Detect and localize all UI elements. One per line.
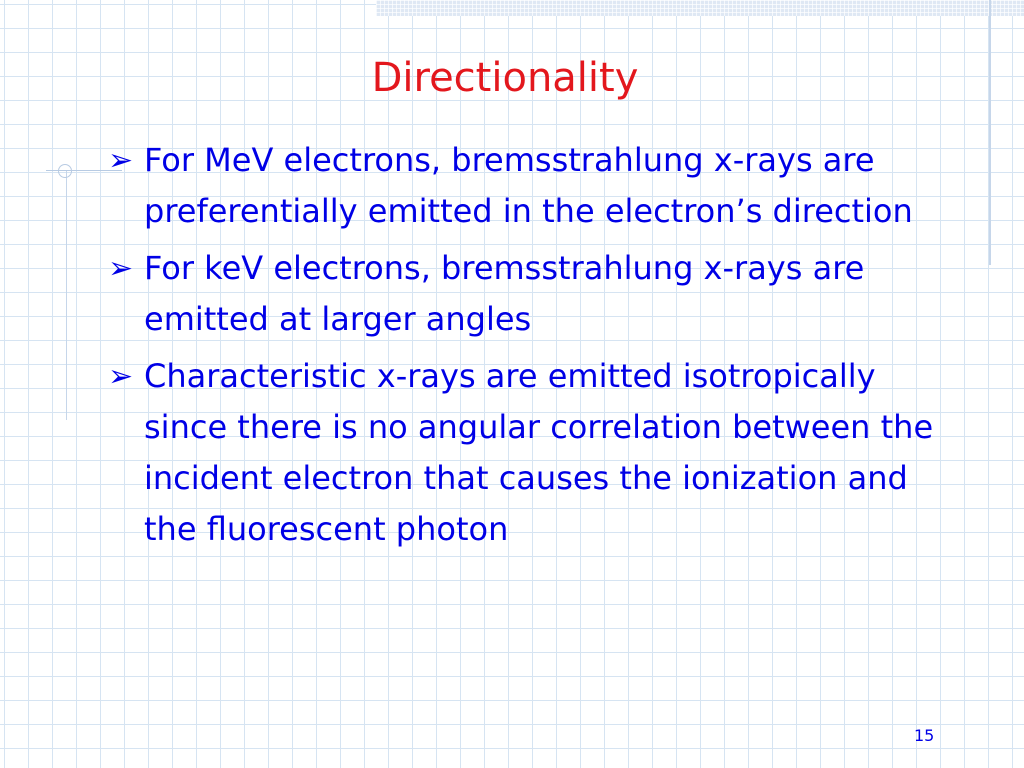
bullet-item — [108, 135, 948, 237]
bullet-text: For MeV electrons, bremsstrahlung x-rays are preferentially emitted in the electron’s direction — [144, 141, 913, 230]
page-number: 15 — [914, 726, 935, 745]
decorative-top-band — [376, 0, 1024, 16]
arrow-bullet-icon: ➢ — [108, 143, 134, 178]
slide-title: Directionality — [371, 55, 639, 101]
decorative-left-line — [66, 170, 67, 420]
bullet-list — [108, 135, 948, 561]
arrow-bullet-icon: ➢ — [108, 251, 134, 286]
bullet-text: Characteristic x-rays are emitted isotropically since there is no angular correlation between the incident electron that causes the ionization and the fluorescent photon — [144, 357, 934, 548]
bullet-text: For keV electrons, bremsstrahlung x-rays are emitted at larger angles — [144, 249, 865, 338]
decorative-circle-icon — [58, 164, 72, 178]
bullet-item — [108, 243, 948, 345]
decorative-vertical-line — [989, 0, 991, 265]
bullet-item — [108, 351, 948, 555]
arrow-bullet-icon: ➢ — [108, 359, 134, 394]
